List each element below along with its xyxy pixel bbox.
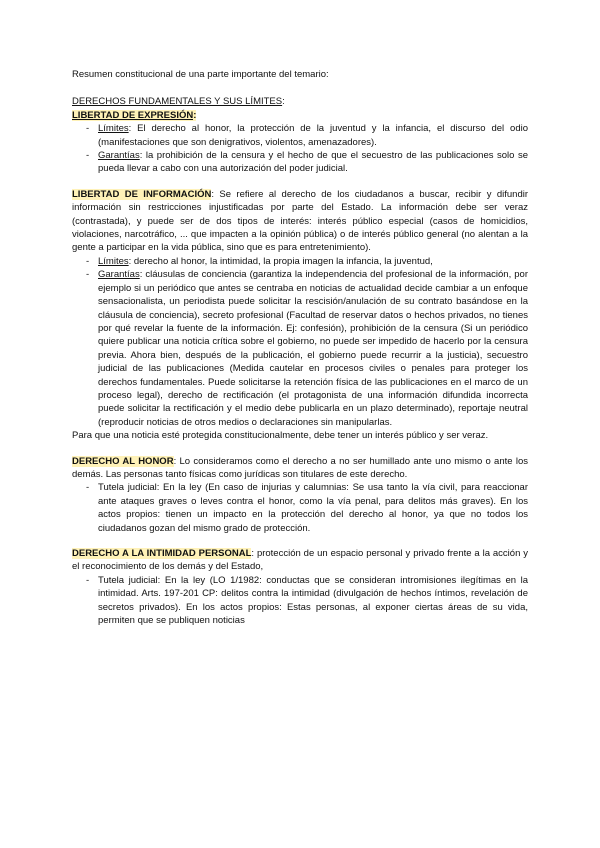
informacion-title: LIBERTAD DE INFORMACIÓN (72, 188, 212, 200)
list-item (98, 268, 528, 429)
informacion-body: : Se refiere al derecho de los ciudadanos a buscar, recibir y difundir información sin restricciones injustificadas por parte del Estado. La información debe ser veraz (contrastada), y puede ser de dos tipos de interés: interés público especial (casos de homicidios, violaciones, narcotráfico, ... que impacten a la opinión pública) o de interés público general (no alentan a la gente a participar en la vida pública, sino que es para entretenimiento). (72, 188, 529, 254)
intimidad-title: DERECHO A LA INTIMIDAD PERSONAL (72, 548, 252, 559)
honor-title: DERECHO AL HONOR (72, 455, 174, 467)
list-item: - Tutela judicial: En la ley (En caso de injurias y calumnias: Se usa tanto la vía civil, para reaccionar ante ataques graves o leves contra el honor, como la vía penal, para delitos más graves). En los actos propios: tienen un impacto en la protección del derecho al honor, ya que no todos los ciudadanos gozan del mismo grado de protección. (98, 481, 528, 535)
item-label: Límites (98, 255, 129, 267)
section-heading (72, 95, 528, 108)
list-item (98, 149, 528, 176)
intimidad-list (72, 574, 528, 628)
expresion-title: LIBERTAD DE EXPRESIÓN (72, 109, 194, 121)
intimidad-paragraph (72, 547, 528, 574)
honor-paragraph (72, 455, 528, 482)
expresion-list (72, 122, 528, 176)
informacion-closing: Para que una noticia esté protegida constitucionalmente, debe tener un interés público y ser veraz. (72, 430, 489, 442)
item-text: : derecho al honor, la intimidad, la propia imagen la infancia, la juventud, (128, 255, 433, 267)
section-title-suffix: : (282, 96, 285, 108)
informacion-list (72, 255, 528, 429)
list-item: - Tutela judicial: En la ley (LO 1/1982: conductas que se consideran intromisiones ilegítimas en la intimidad. Arts. 197-201 CP: delitos contra la intimidad (divulgación de hechos íntimos, revelación de secretos privados). En los actos propios: Estas personas, al exponer ciertas áreas de su vida, permiten que se publiquen noticias (98, 574, 528, 628)
list-item (98, 122, 528, 149)
section-title: DERECHOS FUNDAMENTALES Y SUS LÍMITES (72, 96, 283, 108)
item-label: Límites (98, 123, 129, 135)
document-page (72, 68, 528, 627)
item-label: Garantías (98, 269, 140, 281)
honor-list (72, 481, 528, 535)
item-label: Garantías (98, 150, 140, 162)
list-item (98, 255, 528, 268)
item-text: : El derecho al honor, la protección de la juventud y la infancia, el discurso del odio (manifestaciones que son denigrativos, violentos, amenazadores). (98, 123, 528, 148)
item-text: : la prohibición de la censura y el hecho de que el secuestro de las publicaciones solo se pueda llevar a cabo con una autorización del poder judicial. (98, 150, 528, 175)
intimidad-body: : protección de un espacio personal y privado frente a la acción y el reconocimiento de los demás y del Estado, (72, 548, 528, 573)
expresion-title-suffix: : (193, 109, 197, 121)
intro-line: Resumen constitucional de una parte importante del temario: (72, 69, 329, 80)
expresion-heading (72, 109, 528, 122)
item-text: : cláusulas de conciencia (garantiza la independencia del profesional de la información, por ejemplo si un periódico que antes se centraba en noticias de actualidad decide cambiar a un enfoque sensacionalista, un periodista puede solicitar la rescisión/anulación de su contrato basándose en la cláusula de conciencia), secreto profesional (Facultad de reservar datos o hechos privados, no tienes por qué revelar la fuente de la información. Ej: confesión), prohibición de la censura (Si un periódico quiere publicar una noticia crítica sobre el gobierno, no puede ser impedido de hacerlo por la censura previa. Ahora bien, después de la publicación, el gobierno puede recurrir a la justicia), secuestro judicial de las publicaciones (Medida cautelar en procesos civiles o penales para proteger los derechos fundamentales. Puede solicitarse la retención física de las publicaciones en el marco de un proceso legal), derecho de rectificación (el protagonista de una información difundida incorrecta puede solicitar la rectificación y el medio debe publicarla en un plazo determinado), reportaje neutral (reproducir noticias de otros medios o declaraciones sin manipularlas. (98, 269, 528, 428)
honor-body: : Lo consideramos como el derecho a no ser humillado ante uno mismo o ante los demás. Las personas tanto físicas como jurídicas son titulares de este derecho. (72, 455, 528, 480)
informacion-paragraph (72, 188, 528, 255)
